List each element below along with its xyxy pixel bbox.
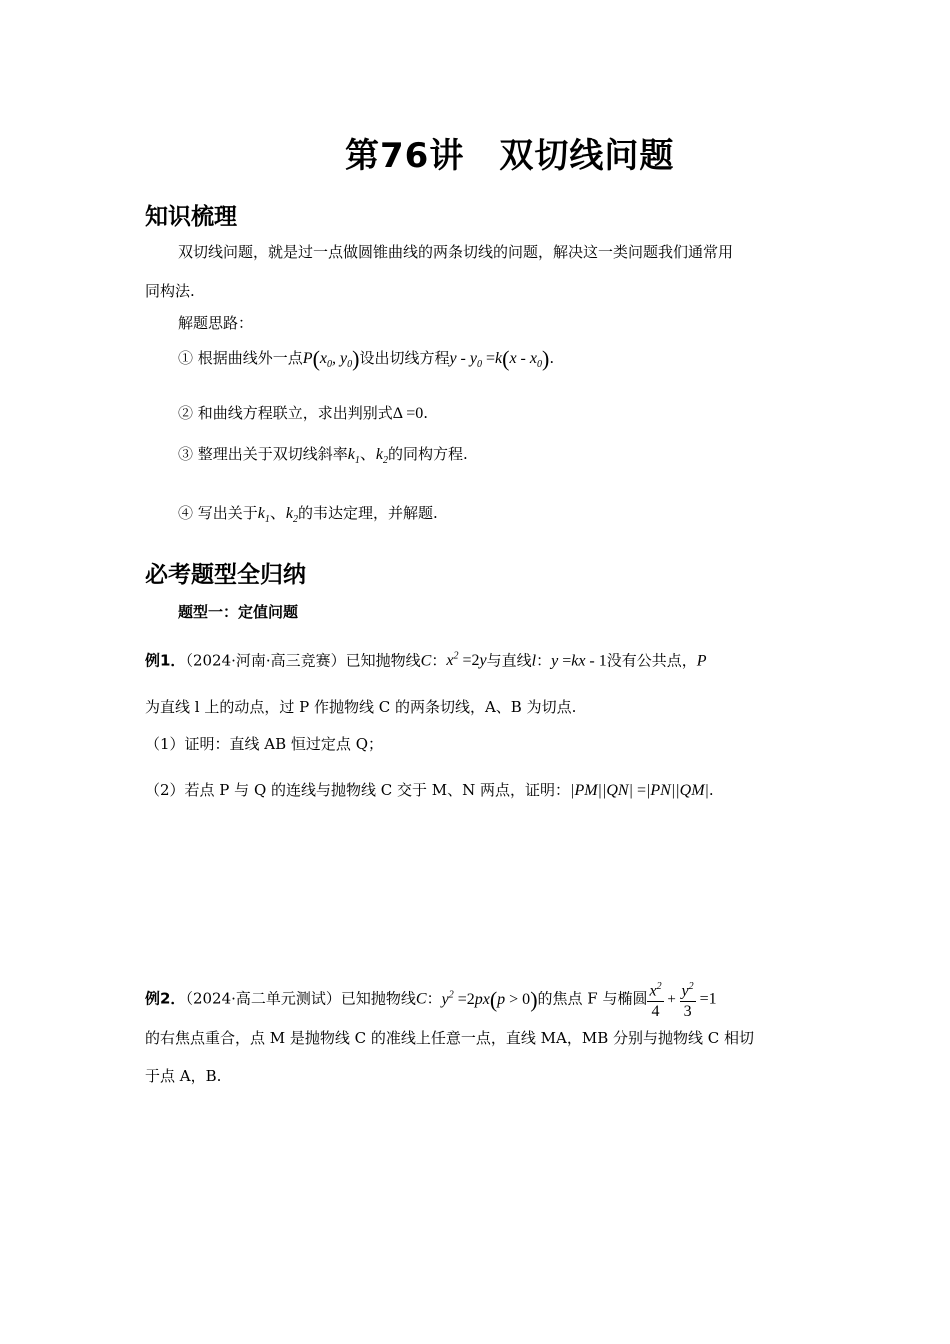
parabola-formula: $x^2 =2y$	[446, 651, 487, 670]
example-1-line-2: 为直线 l 上的动点，过 P 作抛物线 C 的两条切线，A、B 为切点.	[145, 698, 577, 716]
line-l-label: l	[531, 652, 537, 670]
ellipse-fraction-x: $\frac{x^2}{4}$	[647, 977, 663, 1022]
step-4	[178, 503, 438, 530]
slopes-k1-k2: $k_1$、$k_2$	[347, 446, 389, 467]
tangent-line-formula: $y - y_0 =k(x - x_0)$	[449, 346, 550, 371]
step-1-text-a: ① 根据曲线外一点	[178, 349, 303, 367]
step-3-text-a: ③ 整理出关于双切线斜率	[178, 445, 348, 463]
example-2-label: 例2．	[145, 989, 186, 1008]
section-heading-knowledge: 知识梳理	[145, 204, 237, 230]
step-4-text-b: 的韦达定理，并解题.	[298, 504, 438, 522]
ideas-label: 解题思路：	[178, 314, 254, 332]
step-2-text: ② 和曲线方程联立，求出判别式	[178, 404, 393, 422]
section-heading-types: 必考题型全归纳	[145, 562, 306, 588]
example-1-part-2-text: （2）若点 P 与 Q 的连线与抛物线 C 交于 M、N 两点，证明：	[145, 781, 571, 799]
page-title: 第76讲 双切线问题	[345, 136, 675, 176]
line-formula: y =kx - 1	[551, 652, 607, 670]
example-1-text-1: 与直线	[486, 651, 532, 670]
example-1-source: （2024·河南·高三竞赛）已知抛物线	[185, 651, 421, 670]
step-1-text-b: 设出切线方程	[359, 349, 450, 367]
intro-line-1: 双切线问题，就是过一点做圆锥曲线的两条切线的问题，解决这一类问题我们通常用	[178, 243, 734, 261]
example-1-line-1: 例1．（2024·河南·高三竞赛）已知抛物线C：$x^2 =2y$与直线l：y =kx - 1没有公共点，P	[145, 651, 707, 670]
step-2: ② 和曲线方程联立，求出判别式Δ =0.	[178, 404, 428, 422]
ellipse-fraction-y: $\frac{y^2}{3}$	[680, 977, 696, 1022]
step-4-text-a: ④ 写出关于	[178, 504, 258, 522]
example-1-part-1: （1）证明：直线 AB 恒过定点 Q；	[145, 735, 384, 753]
example-1-label: 例1．	[145, 651, 186, 670]
step-1: ① 根据曲线外一点$P(x_0$, $y_0$)设出切线方程$y - y_0 =k(x - x_0)$.	[178, 346, 555, 371]
example-1-part-2: （2）若点 P 与 Q 的连线与抛物线 C 交于 M、N 两点，证明：|PM||QN| =|PN||QM|.	[145, 781, 714, 799]
step-3	[178, 444, 468, 471]
example-2-line-1: 例2．（2024·高二单元测试）已知抛物线C：$y^2 =2px(p > 0)$的焦点 F 与椭圆 $\frac{x^2}{4}$ + $\frac{y^2}{3}$ =1	[145, 977, 717, 1022]
example-2-source: （2024·高二单元测试）已知抛物线	[185, 989, 416, 1008]
point-p-formula: $P(x_0$, $y_0$)	[302, 346, 360, 371]
example-2-text-1: 的焦点 F 与椭圆	[537, 989, 648, 1008]
parabola-formula-2: $y^2 =2px(p > 0)$	[441, 986, 538, 1012]
intro-line-2: 同构法.	[145, 282, 195, 300]
distance-equation: |PM||QN| =|PN||QM|	[570, 782, 709, 799]
type-1-heading: 题型一：定值问题	[178, 603, 299, 621]
slopes-k1-k2-vieta: $k_1$、$k_2$	[257, 505, 299, 526]
point-p-label: P	[696, 652, 707, 670]
step-3-text-b: 的同构方程.	[388, 445, 468, 463]
discriminant-formula: Δ =0	[392, 405, 424, 422]
curve-c-label-2: C	[415, 990, 427, 1008]
curve-c-label: C	[420, 652, 432, 670]
example-2-line-3: 于点 A，B.	[145, 1067, 222, 1085]
example-1-text-2: 没有公共点，	[606, 651, 697, 670]
example-2-line-2: 的右焦点重合，点 M 是抛物线 C 的准线上任意一点，直线 MA，MB 分别与抛物线 C 相切	[145, 1029, 755, 1047]
